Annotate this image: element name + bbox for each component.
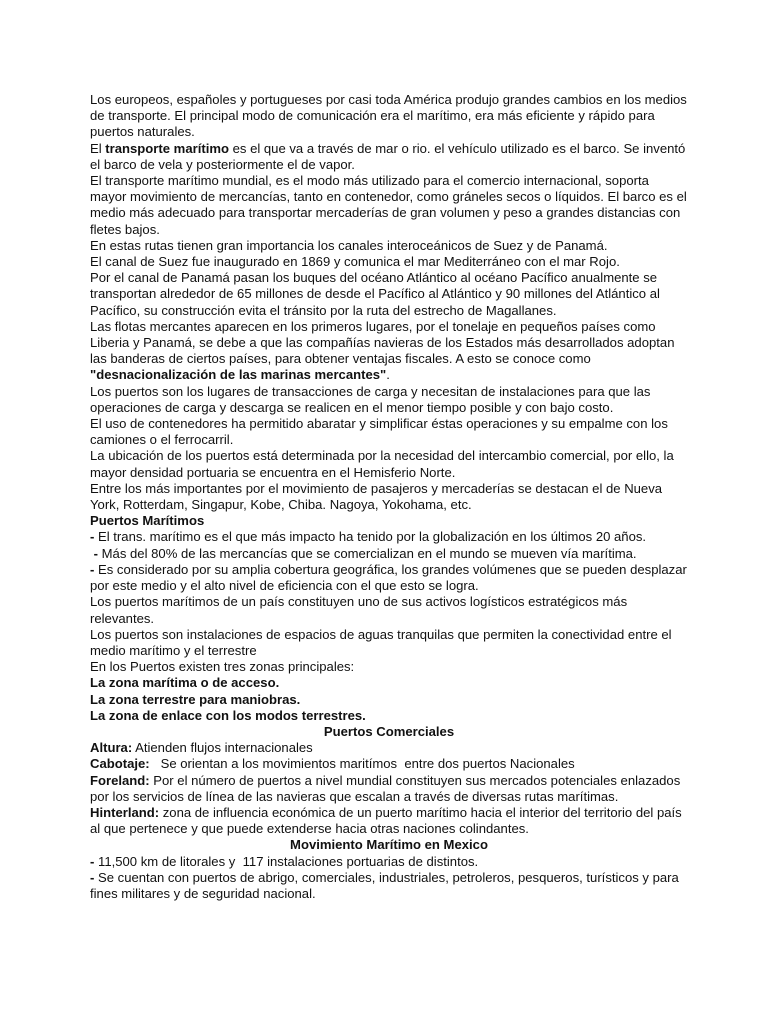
bullet-item [90, 562, 688, 594]
bullet-text: Más del 80% de las mercancías que se comercializan en el mundo se mueven vía marítima. [98, 545, 637, 561]
bullet-item [90, 854, 688, 870]
definition-foreland [90, 773, 688, 805]
dash-marker: - [90, 561, 95, 577]
zone-item-maritima: La zona marítima o de acceso. [90, 675, 280, 691]
bullet-item [90, 546, 688, 562]
paragraph-instalaciones: Los puertos son instalaciones de espacios de aguas tranquilas que permiten la conectividad entre el medio marítimo y el terrestre [90, 626, 672, 658]
paragraph-intro: Los europeos, españoles y portugueses por casi toda América produjo grandes cambios en los medios de transporte. El principal modo de comunicación era el marítimo, era más eficiente y rápido para puertos naturales. [90, 92, 687, 140]
paragraph-contenedores: El uso de contenedores ha permitido abaratar y simplificar éstas operaciones y su empalme con los camiones o el ferrocarril. [90, 416, 668, 448]
text-run: . [386, 367, 390, 383]
bullet-text: Se cuentan con puertos de abrigo, comerciales, industriales, petroleros, pesqueros, turísticos y para fines militares y de seguridad nacional. [90, 869, 679, 901]
paragraph-zonas: En los Puertos existen tres zonas principales: [90, 659, 355, 675]
paragraph-activos: Los puertos marítimos de un país constituyen uno de sus activos logísticos estratégicos más relevantes. [90, 594, 628, 626]
bullet-item [90, 870, 688, 902]
definition-term: Foreland: [90, 772, 150, 788]
paragraph-transporte-mundial: El transporte marítimo mundial, es el modo más utilizado para el comercio internacional, soporta mayor movimiento de mercancías, tanto en contenedor, como gráneles secos o líquidos. El barco es el medio más adecuado para transportar mercaderías de gran volumen y peso a grandes distancias con fletes bajos. [90, 173, 687, 237]
paragraph-panama: Por el canal de Panamá pasan los buques del océano Atlántico al océano Pacífico anualmente se transportan alrededor de 65 millones de desde el Pacífico al Atlántico y 90 millones del Atlántico al Pacífico, su construcción evita el tránsito por la ruta del estrecho de Magallanes. [90, 270, 660, 318]
zone-item-enlace: La zona de enlace con los modos terrestres. [90, 707, 366, 723]
definition-cabotaje [90, 756, 688, 772]
definition-text: zona de influencia económica de un puerto marítimo hacia el interior del territorio del país al que pertenece y que puede extenderse hacia otras naciones colindantes. [90, 804, 682, 837]
paragraph-suez: El canal de Suez fue inaugurado en 1869 y comunica el mar Mediterráneo con el mar Rojo. [90, 254, 620, 270]
dash-marker: - [90, 869, 95, 885]
text-run: El [90, 140, 106, 156]
heading-movimiento-mexico: Movimiento Marítimo en Mexico [290, 837, 488, 853]
bullet-item [90, 529, 688, 545]
definition-term: Hinterland: [90, 804, 160, 820]
definition-text: Por el número de puertos a nivel mundial constituyen sus mercados potenciales enlazados por los servicios de línea de las navieras que escalan a través de diversas rutas marítimas. [90, 772, 681, 804]
bullet-text: 11,500 km de litorales y 117 instalaciones portuarias de distintos. [94, 853, 479, 869]
dash-marker: - [90, 545, 99, 561]
paragraph-ubicacion: La ubicación de los puertos está determinada por la necesidad del intercambio comercial, por ello, la mayor densidad portuaria se encuentra en el Hemisferio Norte. [90, 448, 674, 480]
zone-item-terrestre: La zona terrestre para maniobras. [90, 691, 301, 707]
paragraph-transporte-maritimo [90, 141, 688, 173]
bold-term: transporte marítimo [105, 140, 229, 156]
text-run: es el que va a través de mar o rio. el vehículo utilizado es el barco. Se inventó el barco de vela y posteriormente el de vapor. [90, 140, 686, 172]
bold-term: "desnacionalización de las marinas mercantes" [90, 367, 387, 383]
definition-term: Altura: [90, 740, 133, 756]
paragraph-flotas [90, 319, 688, 384]
dash-marker: - [90, 853, 95, 869]
dash-marker: - [90, 529, 95, 545]
definition-text: Atienden flujos internacionales [132, 740, 313, 756]
definition-hinterland [90, 805, 688, 837]
text-run: Las flotas mercantes aparecen en los primeros lugares, por el tonelaje en pequeños países como Liberia y Panamá, se debe a que las compañías navieras de los Estados más desarrollados adoptan las banderas de ciertos países, para obtener ventajas fiscales. A esto se conoce como [90, 318, 675, 367]
paragraph-importantes: Entre los más importantes por el movimiento de pasajeros y mercaderías se destacan el de Nueva York, Rotterdam, Singapur, Kobe, Chiba. Nagoya, Yokohama, etc. [90, 480, 663, 513]
definition-term: Cabotaje: [90, 756, 150, 772]
document-page [90, 92, 688, 902]
bullet-text: El trans. marítimo es el que más impacto ha tenido por la globalización en los últimos 20 años. [94, 529, 647, 545]
paragraph-canales: En estas rutas tienen gran importancia los canales interoceánicos de Suez y de Panamá. [90, 237, 608, 253]
paragraph-puertos-lugares: Los puertos son los lugares de transacciones de carga y necesitan de instalaciones para que las operaciones de carga y descarga se realicen en el menor tiempo posible y con bajo costo. [90, 383, 651, 415]
bullet-text: Es considerado por su amplia cobertura geográfica, los grandes volúmenes que se pueden desplazar por este medio y el alto nivel de eficiencia con el que esto se logra. [90, 561, 687, 594]
definition-text: Se orientan a los movimientos maritímos entre dos puertos Nacionales [149, 756, 575, 772]
heading-puertos-maritimos: Puertos Marítimos [90, 513, 205, 529]
definition-altura [90, 740, 688, 756]
heading-puertos-comerciales: Puertos Comerciales [323, 723, 455, 739]
